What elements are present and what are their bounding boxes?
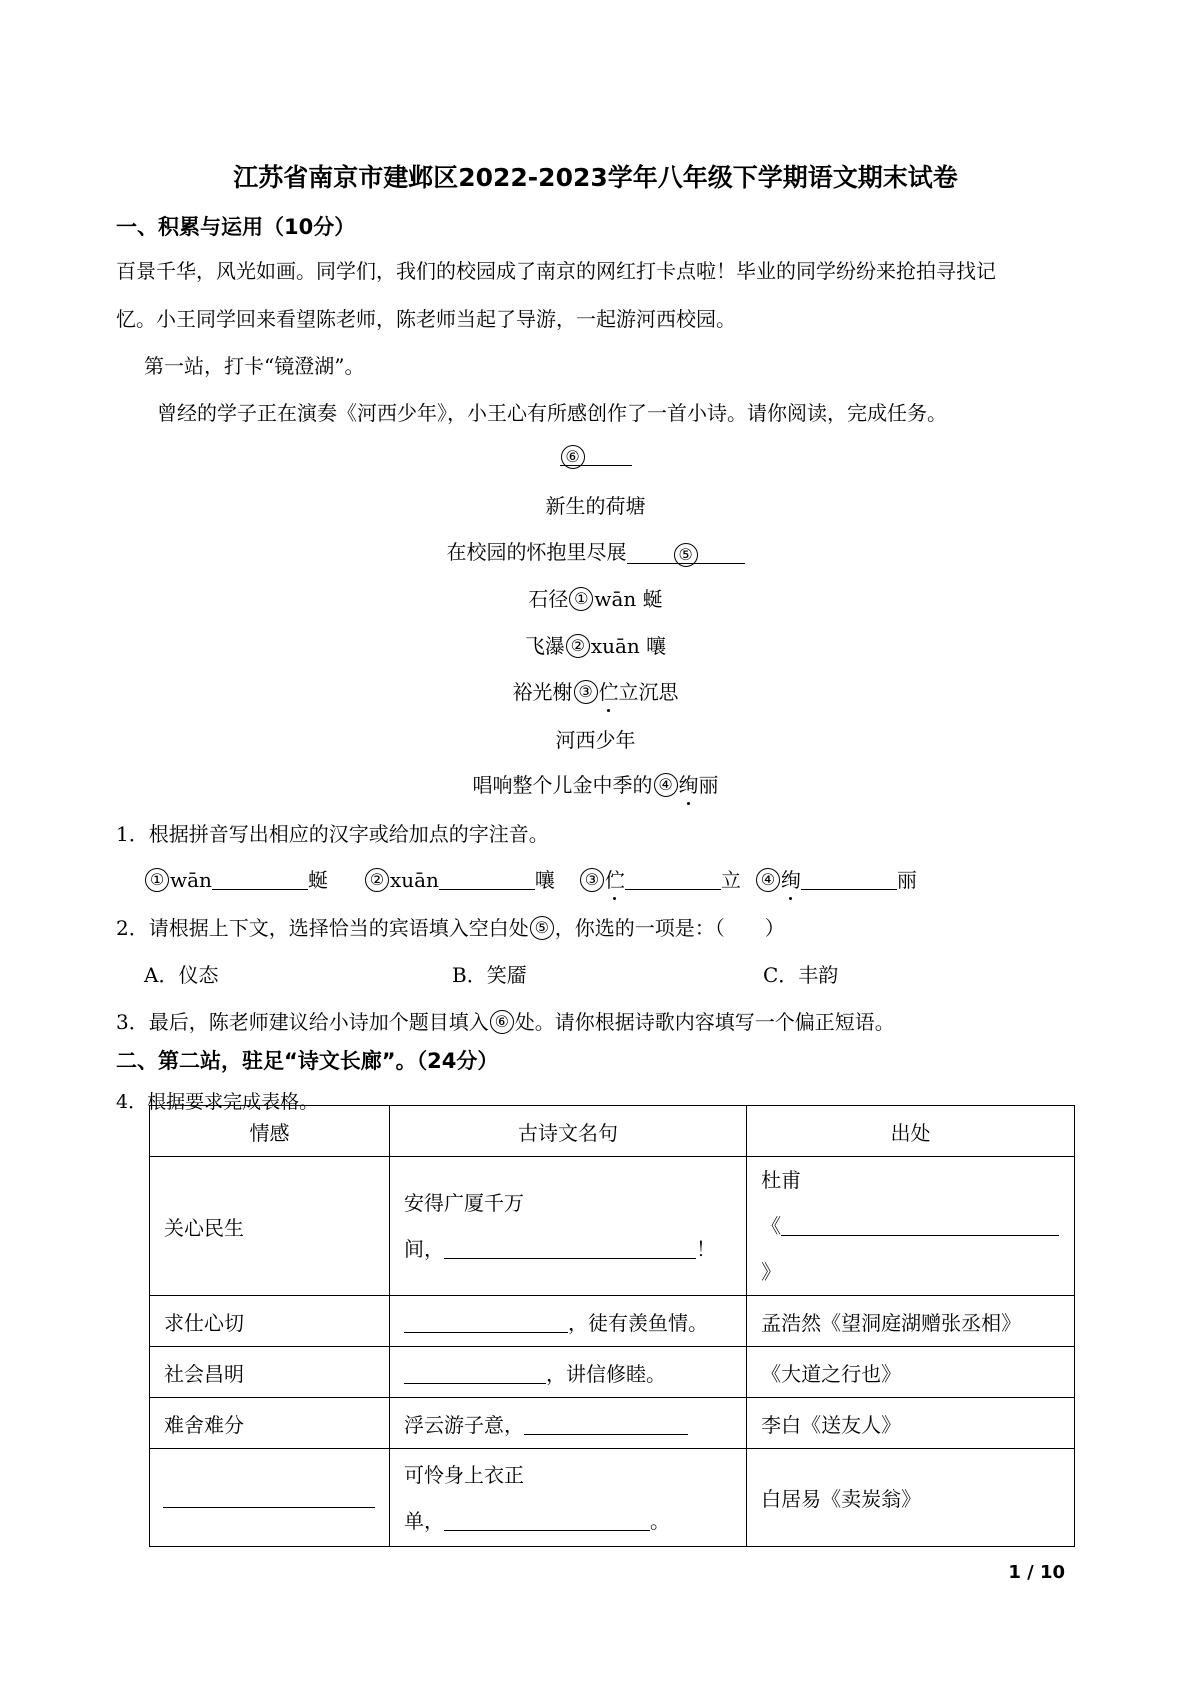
source-cell: 《大道之行也》 — [747, 1347, 1075, 1398]
marker-3: ③ — [580, 868, 604, 892]
marker-5: ⑤ — [530, 916, 554, 940]
verse-pre: 单， — [404, 1508, 444, 1533]
intro-line-1: 百景千华，风光如画。同学们，我们的校园成了南京的网红打卡点啦！毕业的同学纷纷来抢拍寻找记 — [116, 259, 996, 283]
pinyin-xuan: xuān — [389, 868, 439, 892]
marker-6: ⑥ — [561, 445, 585, 469]
page-title: 江苏省南京市建邺区2022-2023学年八年级下学期语文期末试卷 — [233, 163, 958, 192]
question-4-stem: 4．根据要求完成表格。 — [116, 1091, 319, 1113]
poem-line-7-post: 丽 — [698, 773, 719, 797]
verse-pre: 浮云游子意， — [404, 1412, 524, 1437]
emotion-cell — [150, 1449, 390, 1547]
verse-line-a: 安得广厦千万 — [404, 1191, 524, 1215]
answer-blank-4[interactable] — [801, 869, 897, 890]
bracket-open: 《 — [761, 1214, 782, 1238]
verse-blank[interactable] — [404, 1312, 568, 1333]
pinyin-xuan: xuān — [590, 634, 640, 658]
option-a[interactable]: A．仪态 — [144, 963, 219, 987]
table-row — [150, 1449, 1075, 1547]
intro-line-4: 曾经的学子正在演奏《河西少年》，小王心有所感创作了一首小诗。请你阅读，完成任务。 — [157, 401, 947, 425]
marker-4: ④ — [756, 868, 780, 892]
table-header-row — [150, 1106, 1075, 1157]
page-number: 1 / 10 — [1008, 1562, 1065, 1583]
verse-cell — [390, 1449, 747, 1547]
char-li2: 丽 — [896, 868, 917, 892]
verse-cell — [390, 1296, 747, 1347]
verse-post: ，徒有羡鱼情。 — [568, 1310, 708, 1335]
poem-line-1: 新生的荷塘 — [545, 494, 646, 518]
poem-line-7 — [0, 769, 1191, 798]
poem-line-5-pre: 裕光榭 — [512, 680, 573, 704]
option-b[interactable]: B．笑靥 — [452, 963, 527, 987]
verse-post: 。 — [650, 1508, 670, 1533]
answer-blank-3[interactable] — [625, 869, 721, 890]
verse-blank[interactable] — [444, 1510, 650, 1531]
poem-table — [149, 1105, 1075, 1547]
marker-5: ⑤ — [674, 543, 698, 567]
marker-1: ① — [569, 587, 593, 611]
poem-line-3-pre: 石径 — [528, 587, 569, 611]
verse-cell — [390, 1398, 747, 1449]
poem-line-5-post: 立沉思 — [618, 680, 679, 704]
source-cell — [747, 1157, 1075, 1296]
emotion-blank[interactable] — [163, 1487, 375, 1508]
dotted-char-zhu: 伫 — [605, 864, 625, 893]
pinyin-wan: wān — [170, 868, 212, 892]
char-li: 立 — [720, 868, 741, 892]
verse-blank[interactable] — [524, 1414, 688, 1435]
intro-line-2: 忆。小王同学回来看望陈老师，陈老师当起了导游，一起游河西校园。 — [116, 307, 736, 331]
char-yan: 蜒 — [307, 868, 328, 892]
source-cell: 孟浩然《望洞庭湖赠张丞相》 — [747, 1296, 1075, 1347]
emotion-cell: 求仕心切 — [150, 1296, 390, 1347]
dotted-char-zhu: 伫 — [599, 676, 619, 705]
header-source: 出处 — [747, 1106, 1075, 1157]
verse-post: ！ — [696, 1237, 716, 1261]
question-1-answers — [144, 864, 917, 893]
emotion-cell: 难舍难分 — [150, 1398, 390, 1449]
poem-line-4 — [0, 630, 1191, 659]
poem-line-2 — [0, 536, 1191, 565]
verse-pre: 间， — [404, 1237, 444, 1261]
marker-6: ⑥ — [490, 1010, 514, 1034]
char-rang: 嚷 — [534, 868, 555, 892]
question-3-post: 处。请你根据诗歌内容填写一个偏正短语。 — [514, 1010, 895, 1034]
option-c[interactable]: C．丰韵 — [763, 963, 839, 987]
poem-line-4-post: 嚷 — [639, 634, 667, 658]
pinyin-wan: wān — [594, 587, 637, 611]
verse-line-b — [404, 1498, 732, 1544]
marker-1: ① — [145, 868, 169, 892]
poem-line-6: 河西少年 — [555, 728, 636, 752]
source-blank[interactable] — [781, 1215, 1059, 1236]
section1-heading: 一、积累与运用（10分） — [116, 215, 356, 239]
question-2-stem-pre: 2．请根据上下文，选择恰当的宾语填入空白处 — [116, 916, 529, 940]
verse-cell — [390, 1157, 747, 1296]
verse-blank[interactable] — [404, 1363, 546, 1384]
answer-blank-1[interactable] — [212, 869, 308, 890]
dotted-char-xuan: 绚 — [679, 769, 699, 798]
table-row — [150, 1157, 1075, 1296]
emotion-cell: 社会昌明 — [150, 1347, 390, 1398]
source-cell: 白居易《卖炭翁》 — [747, 1449, 1075, 1547]
question-3 — [116, 1006, 895, 1035]
table-row — [150, 1398, 1075, 1449]
verse-line-b — [404, 1226, 732, 1272]
question-3-pre: 3．最后，陈老师建议给小诗加个题目填入 — [116, 1010, 489, 1034]
question-2-stem — [116, 912, 785, 941]
marker-2: ② — [365, 868, 389, 892]
poem-title-blank — [0, 442, 1191, 466]
marker-3: ③ — [574, 680, 598, 704]
table-row — [150, 1296, 1075, 1347]
question-1-stem: 1．根据拼音写出相应的汉字或给加点的字注音。 — [116, 822, 549, 846]
source-author: 杜甫 — [761, 1168, 802, 1192]
verse-blank[interactable] — [444, 1238, 696, 1259]
question-2-stem-post: ，你选的一项是：（ ） — [554, 916, 785, 940]
poem-line-2-text: 在校园的怀抱里尽展 — [446, 540, 627, 564]
answer-blank-2[interactable] — [439, 869, 535, 890]
source-cell: 李白《送友人》 — [747, 1398, 1075, 1449]
verse-post: ，讲信修睦。 — [546, 1361, 666, 1386]
header-verse: 古诗文名句 — [390, 1106, 747, 1157]
section2-heading: 二、第二站，驻足“诗文长廊”。（24分） — [116, 1049, 499, 1073]
verse-line-a: 可怜身上衣正 — [404, 1462, 524, 1487]
poem-line-7-pre: 唱响整个儿金中季的 — [472, 773, 653, 797]
header-emotion: 情感 — [150, 1106, 390, 1157]
table-row — [150, 1347, 1075, 1398]
poem-line-4-pre: 飞瀑 — [524, 634, 565, 658]
emotion-cell: 关心民生 — [150, 1157, 390, 1296]
bracket-close: 》 — [761, 1260, 782, 1284]
marker-2: ② — [566, 634, 590, 658]
marker-4: ④ — [654, 773, 678, 797]
source-title-line — [761, 1203, 1060, 1295]
poem-line-3 — [0, 583, 1191, 612]
dotted-char-xuan: 绚 — [781, 864, 801, 893]
poem-line-3-post: 蜒 — [636, 587, 663, 611]
verse-cell — [390, 1347, 747, 1398]
poem-line-5 — [0, 676, 1191, 705]
intro-line-3: 第一站，打卡“镜澄湖”。 — [144, 354, 365, 378]
